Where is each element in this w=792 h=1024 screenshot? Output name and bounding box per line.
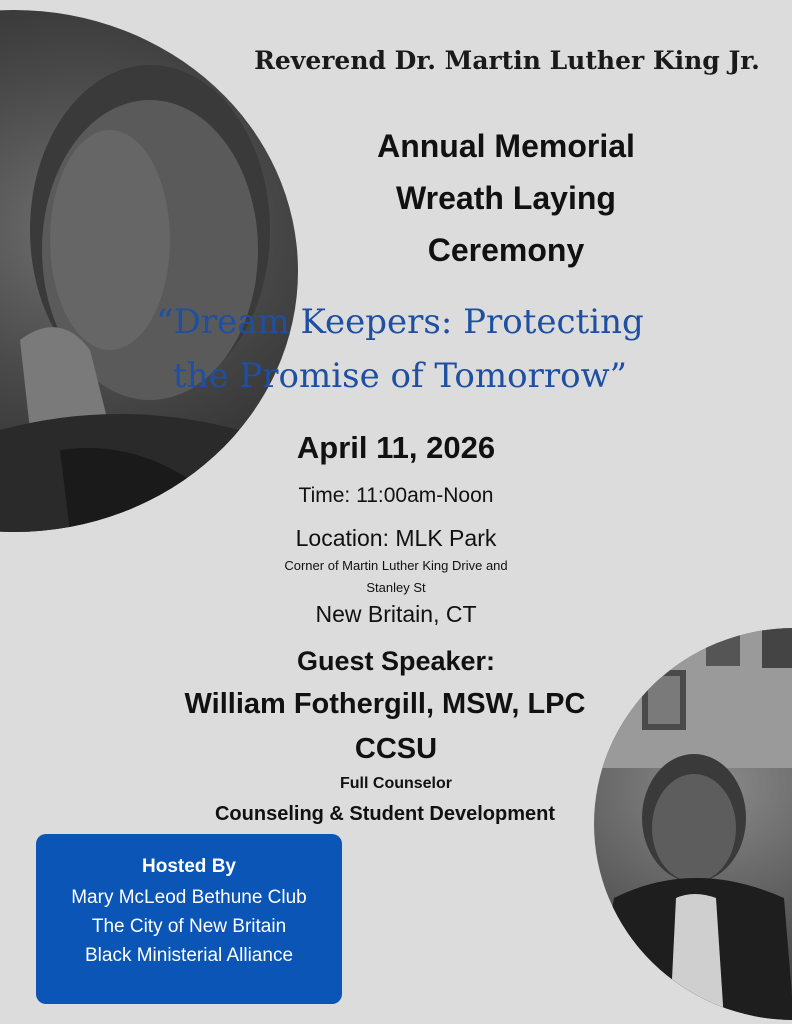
- event-title-line3: Ceremony: [427, 232, 585, 268]
- event-date: April 11, 2026: [296, 430, 496, 465]
- speaker-role: Full Counselor: [340, 775, 452, 792]
- speaker-department: Counseling & Student Development: [214, 803, 556, 825]
- event-title-line1: Annual Memorial: [377, 128, 635, 164]
- host-item: Mary McLeod Bethune Club: [71, 887, 307, 908]
- theme-line2: the Promise of Tomorrow”: [172, 356, 628, 396]
- event-address-line1: Corner of Martin Luther King Drive and: [284, 558, 508, 573]
- host-item: Black Ministerial Alliance: [84, 945, 294, 966]
- event-address-line2: Stanley St: [366, 580, 426, 595]
- event-title-line2: Wreath Laying: [396, 180, 616, 216]
- event-location: Location: MLK Park: [295, 525, 497, 551]
- event-city: New Britain, CT: [315, 601, 477, 627]
- hosted-by-heading: Hosted By: [142, 856, 236, 877]
- theme-line1: “Dream Keepers: Protecting: [156, 302, 644, 342]
- hosted-by-box: [36, 834, 342, 1004]
- speaker-heading: Guest Speaker:: [296, 646, 496, 676]
- speaker-name: William Fothergill, MSW, LPC: [184, 688, 586, 720]
- guest-portrait-photo: [594, 628, 792, 1020]
- event-time: Time: 11:00am-Noon: [298, 484, 494, 507]
- host-item: The City of New Britain: [91, 916, 287, 937]
- honoree-name: Reverend Dr. Martin Luther King Jr.: [254, 46, 760, 75]
- speaker-organization: CCSU: [354, 733, 438, 765]
